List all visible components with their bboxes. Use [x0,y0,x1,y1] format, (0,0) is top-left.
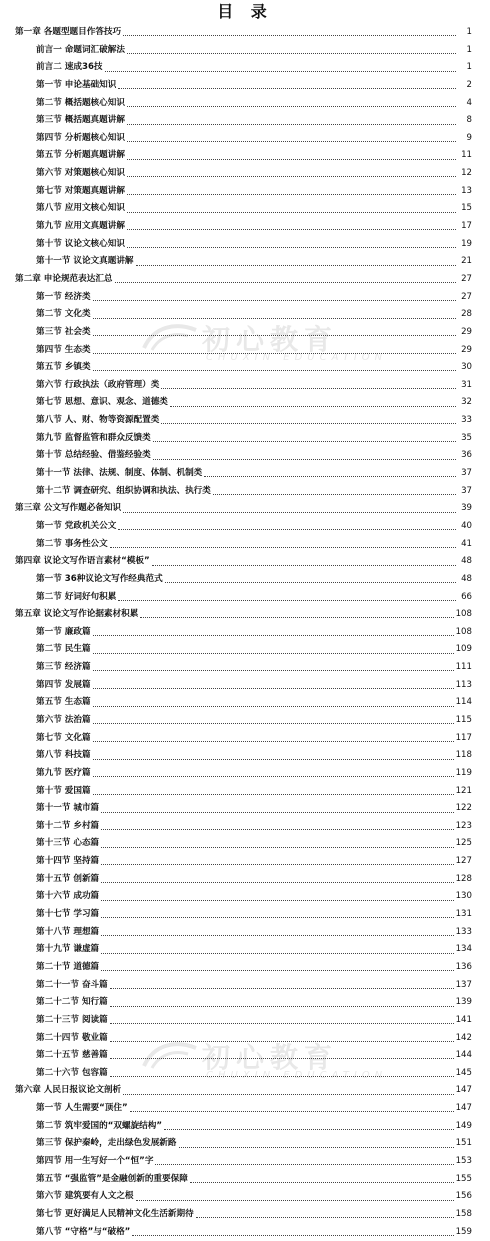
toc-section-entry[interactable] [0,835,490,853]
toc-section-entry[interactable] [0,959,490,977]
toc-entry-label: 第七节 文化篇 [36,732,91,743]
toc-chapter-entry[interactable] [0,500,490,518]
toc-entry-label: 第二十三节 阅读篇 [36,1014,108,1025]
toc-entry-label: 第一节 党政机关公文 [36,520,117,531]
toc-section-entry[interactable] [0,800,490,818]
toc-entry-page: 125 [455,838,472,849]
toc-section-entry[interactable] [0,677,490,695]
toc-entry-label: 第九节 医疗篇 [36,767,91,778]
dot-leader [204,476,456,477]
toc-section-entry[interactable] [0,1047,490,1065]
toc-entry-label: 第二节 民生篇 [36,644,91,655]
toc-entry-page: 142 [455,1032,472,1043]
toc-entry-page: 29 [461,326,472,337]
dot-leader [101,953,453,954]
toc-entry-label: 第五节 乡镇类 [36,362,91,373]
toc-entry-page: 37 [461,485,472,496]
toc-section-entry[interactable] [0,712,490,730]
toc-entry-label: 第九节 应用文真题讲解 [36,221,125,232]
dot-leader [123,35,456,36]
toc-section-entry[interactable] [0,1171,490,1189]
toc-entry-page: 149 [455,1120,472,1131]
toc-entry-page: 111 [455,662,472,673]
toc-section-entry[interactable] [0,147,490,165]
toc-entry-page: 121 [455,785,472,796]
dot-leader [170,406,456,407]
toc-entry-label: 第四节 发展篇 [36,679,91,690]
toc-entry-label: 第二十一节 奋斗篇 [36,979,108,990]
toc-entry-page: 151 [455,1138,472,1149]
toc-section-entry[interactable] [0,59,490,77]
dot-leader [105,71,456,72]
toc-entry-page: 36 [461,450,472,461]
dot-leader [161,423,456,424]
toc-entry-label: 第七节 对策题真题讲解 [36,185,125,196]
toc-section-entry[interactable] [0,412,490,430]
dot-leader [127,176,456,177]
toc-entry-page: 29 [461,344,472,355]
toc-entry-page: 133 [455,926,472,937]
toc-entry-page: 128 [455,873,472,884]
dot-leader [127,141,456,142]
dot-leader [130,1111,454,1112]
dot-leader [101,900,453,901]
dot-leader [123,1094,453,1095]
toc-section-entry[interactable] [0,694,490,712]
dot-leader [132,1235,453,1236]
toc-entry-label: 第二节 事务性公文 [36,538,108,549]
toc-entry-label: 第十一节 议论文真题讲解 [36,256,134,267]
toc-section-entry[interactable] [0,430,490,448]
dot-leader [110,1041,454,1042]
toc-entry-page: 40 [461,520,472,531]
watermark-cn: 初心教育 [202,1041,339,1074]
toc-entry-page: 118 [455,750,472,761]
dot-leader [127,159,456,160]
toc-section-entry[interactable] [0,200,490,218]
dot-leader [101,882,453,883]
toc-section-entry[interactable] [0,236,490,254]
toc-entry-page: 115 [455,714,472,725]
dot-leader [101,847,453,848]
dot-leader [101,917,453,918]
toc-section-entry[interactable] [0,342,490,360]
toc-section-entry[interactable] [0,783,490,801]
dot-leader [115,282,456,283]
dot-leader [118,88,456,89]
toc-entry-page: 11 [461,150,472,161]
toc-entry-page: 19 [461,238,472,249]
toc-section-entry[interactable] [0,624,490,642]
toc-entry-page: 39 [461,503,472,514]
toc-entry-label: 第十六节 成功篇 [36,891,100,902]
toc-section-entry[interactable] [0,483,490,501]
toc-entry-label: 第四章 议论文写作语言素材“模板” [15,556,150,567]
dot-leader [127,106,456,107]
dot-leader [93,300,456,301]
dot-leader [127,194,456,195]
toc-section-entry[interactable] [0,941,490,959]
toc-entry-page: 9 [466,132,472,143]
toc-entry-page: 12 [461,168,472,179]
toc-section-entry[interactable] [0,641,490,659]
toc-entry-page: 117 [455,732,472,743]
toc-entry-label: 第六节 建筑要有人文之根 [36,1191,134,1202]
toc-section-entry[interactable] [0,924,490,942]
toc-entry-page: 32 [461,397,472,408]
toc-entry-page: 131 [455,909,472,920]
toc-section-entry[interactable] [0,977,490,995]
toc-entry-page: 141 [455,1014,472,1025]
watermark-en: CHUXIN EDUCATION [206,1070,388,1081]
dot-leader [127,124,456,125]
toc-entry-page: 139 [455,997,472,1008]
toc-entry-page: 27 [461,273,472,284]
toc-entry-page: 13 [461,185,472,196]
toc-entry-label: 第三章 公文写作题必备知识 [15,503,122,514]
dot-leader [118,600,456,601]
toc-section-entry[interactable] [0,130,490,148]
toc-entry-page: 130 [455,891,472,902]
toc-section-entry[interactable] [0,659,490,677]
toc-entry-label: 前言二 速成36技 [36,62,103,73]
toc-chapter-entry[interactable] [0,1082,490,1100]
toc-entry-label: 第三节 经济篇 [36,662,91,673]
toc-entry-label: 第三节 概括题真题讲解 [36,115,125,126]
toc-entry-page: 66 [461,591,472,602]
dot-leader [93,318,456,319]
dot-leader [101,829,453,830]
dot-leader [93,370,456,371]
dot-leader [136,1200,454,1201]
dot-leader [93,670,454,671]
toc-entry-label: 第二节 好词好句积累 [36,591,117,602]
toc-entry-label: 第十节 爱国篇 [36,785,91,796]
toc-chapter-entry[interactable] [0,24,490,42]
toc-section-entry[interactable] [0,95,490,113]
toc-section-entry[interactable] [0,218,490,236]
toc-entry-page: 127 [455,856,472,867]
dot-leader [110,547,456,548]
toc-section-entry[interactable] [0,253,490,271]
toc-entry-page: 113 [455,679,472,690]
toc-entry-label: 第一节 经济类 [36,291,91,302]
toc-entry-page: 2 [466,79,472,90]
toc-section-entry[interactable] [0,1012,490,1030]
toc-section-entry[interactable] [0,818,490,836]
dot-leader [118,529,456,530]
dot-leader [127,212,456,213]
toc-section-entry[interactable] [0,1065,490,1083]
toc-entry-label: 第二十六节 包容篇 [36,1067,108,1078]
toc-entry-page: 159 [455,1226,472,1237]
dot-leader [93,335,456,336]
toc-entry-page: 137 [455,979,472,990]
dot-leader [101,935,453,936]
toc-entry-label: 第三节 保护秦岭，走出绿色发展新路 [36,1138,177,1149]
toc-entry-page: 35 [461,432,472,443]
toc-entry-page: 114 [455,697,472,708]
dot-leader [155,1164,453,1165]
dot-leader [152,565,456,566]
toc-entry-page: 155 [455,1173,472,1184]
toc-entry-label: 第六节 行政执法（政府管理）类 [36,379,160,390]
toc-section-entry[interactable] [0,42,490,60]
dot-leader [190,1182,454,1183]
toc-section-entry[interactable] [0,377,490,395]
toc-entry-label: 第六节 法治篇 [36,714,91,725]
toc-entry-label: 第十一节 城市篇 [36,803,100,814]
dot-leader [110,988,454,989]
dot-leader [101,970,453,971]
toc-entry-label: 第五节 “强监管”是金融创新的重要保障 [36,1173,188,1184]
dot-leader [127,229,456,230]
page-title: 目 录 [217,2,273,21]
toc-entry-page: 136 [455,961,472,972]
toc-entry-page: 21 [461,256,472,267]
toc-section-entry[interactable] [0,289,490,307]
toc-entry-label: 第八节 人、财、物等资源配置类 [36,415,160,426]
toc-section-entry[interactable] [0,165,490,183]
toc-entry-page: 1 [466,44,472,55]
toc-section-entry[interactable] [0,1030,490,1048]
toc-entry-label: 第一节 人生需要“顶住” [36,1103,128,1114]
dot-leader [93,688,454,689]
toc-entry-page: 156 [455,1191,472,1202]
toc-entry-label: 第八节 科技篇 [36,750,91,761]
toc-entry-label: 第十节 议论文核心知识 [36,238,125,249]
toc-entry-page: 31 [461,379,472,390]
toc-entry-label: 第二十二节 知行篇 [36,997,108,1008]
toc-section-entry[interactable] [0,888,490,906]
toc-entry-label: 第十四节 坚持篇 [36,856,100,867]
dot-leader [136,265,456,266]
dot-leader [93,353,456,354]
dot-leader [123,512,456,513]
toc-entry-page: 122 [455,803,472,814]
dot-leader [179,1147,454,1148]
dot-leader [161,388,456,389]
toc-entry-page: 37 [461,468,472,479]
dot-leader [110,1023,454,1024]
dot-leader [110,1058,454,1059]
toc-entry-label: 第十二节 乡村篇 [36,820,100,831]
toc-section-entry[interactable] [0,359,490,377]
toc-entry-page: 1 [466,62,472,73]
toc-section-entry[interactable] [0,1118,490,1136]
toc-entry-label: 第二十五节 慈善篇 [36,1050,108,1061]
toc-entry-page: 147 [455,1103,472,1114]
toc-chapter-entry[interactable] [0,553,490,571]
toc-entry-page: 158 [455,1208,472,1219]
toc-section-entry[interactable] [0,306,490,324]
toc-entry-label: 第十一节 法律、法规、制度、体制、机制类 [36,468,203,479]
toc-chapter-entry[interactable] [0,606,490,624]
watermark-en: CHUXIN EDUCATION [206,352,388,363]
dot-leader [153,441,456,442]
toc-entry-page: 30 [461,362,472,373]
toc-entry-page: 4 [466,97,472,108]
toc-entry-label: 第二章 申论规范表达汇总 [15,273,113,284]
toc-section-entry[interactable] [0,906,490,924]
dot-leader [110,1076,454,1077]
dot-leader [93,635,454,636]
dot-leader [93,759,454,760]
toc-section-entry[interactable] [0,571,490,589]
toc-entry-label: 第一节 36种议论文写作经典范式 [36,573,163,584]
toc-entry-label: 第十二节 调查研究、组织协调和执法、执行类 [36,485,211,496]
dot-leader [165,582,456,583]
toc-entry-page: 119 [455,767,472,778]
toc-entry-label: 第四节 生态类 [36,344,91,355]
dot-leader [164,1129,454,1130]
toc-entry-label: 第二节 概括题核心知识 [36,97,125,108]
dot-leader [101,812,453,813]
toc-entry-page: 1 [466,27,472,37]
dot-leader [127,53,456,54]
toc-entry-label: 第三节 社会类 [36,326,91,337]
toc-entry-label: 第八节 应用文核心知识 [36,203,125,214]
toc-entry-label: 第一章 各题型题目作答技巧 [15,27,122,37]
toc-entry-page: 33 [461,415,472,426]
toc-entry-page: 145 [455,1067,472,1078]
toc-entry-page: 17 [461,221,472,232]
toc-entry-page: 144 [455,1050,472,1061]
toc-entry-page: 108 [455,626,472,637]
dot-leader [93,653,454,654]
toc-entry-label: 第五节 分析题真题讲解 [36,150,125,161]
toc-entry-page: 15 [461,203,472,214]
toc-entry-label: 第四节 分析题核心知识 [36,132,125,143]
toc-entry-label: 第六节 对策题核心知识 [36,168,125,179]
toc-section-entry[interactable] [0,183,490,201]
toc-section-entry[interactable] [0,518,490,536]
toc-section-entry[interactable] [0,765,490,783]
toc-entry-page: 134 [455,944,472,955]
toc-section-entry[interactable] [0,853,490,871]
toc-entry-label: 第七节 更好满足人民精神文化生活新期待 [36,1208,194,1219]
toc-entry-label: 第七节 思想、意识、观念、道德类 [36,397,168,408]
toc-entry-label: 第二十节 道德篇 [36,961,100,972]
toc-section-entry[interactable] [0,536,490,554]
toc-section-entry[interactable] [0,1224,490,1241]
dot-leader [127,247,456,248]
toc-section-entry[interactable] [0,747,490,765]
dot-leader [93,723,454,724]
toc-section-entry[interactable] [0,112,490,130]
toc-entry-page: 27 [461,291,472,302]
toc-entry-label: 第五章 议论文写作论据素材积累 [15,609,139,620]
toc-entry-label: 第二节 筑牢爱国的“双螺旋结构” [36,1120,163,1131]
dot-leader [153,459,456,460]
toc-entry-page: 8 [466,115,472,126]
toc-section-entry[interactable] [0,77,490,95]
toc-entry-label: 第六章 人民日报议论文剖析 [15,1085,122,1096]
toc-entry-page: 28 [461,309,472,320]
dot-leader [93,794,454,795]
dot-leader [101,864,453,865]
toc-entry-label: 第九节 监督监管和群众反馈类 [36,432,151,443]
toc-section-entry[interactable] [0,1188,490,1206]
toc-section-entry[interactable] [0,589,490,607]
toc-section-entry[interactable] [0,465,490,483]
toc-entry-page: 109 [455,644,472,655]
toc-section-entry[interactable] [0,324,490,342]
toc-section-entry[interactable] [0,730,490,748]
toc-section-entry[interactable] [0,1135,490,1153]
toc-entry-label: 第八节 “守格”与“破格” [36,1226,131,1237]
dot-leader [213,494,456,495]
toc-entry-label: 第十三节 心态篇 [36,838,100,849]
toc-entry-label: 第二节 文化类 [36,309,91,320]
toc-section-entry[interactable] [0,871,490,889]
toc-section-entry[interactable] [0,994,490,1012]
toc-entry-label: 第十节 总结经验、借鉴经验类 [36,450,151,461]
toc-entry-page: 108 [455,609,472,620]
toc-entry-page: 153 [455,1156,472,1166]
toc-section-entry[interactable] [0,1100,490,1118]
toc-section-entry[interactable] [0,1153,490,1171]
toc-entry-label: 第一节 廉政篇 [36,626,91,637]
toc-entry-label: 第十八节 理想篇 [36,926,100,937]
dot-leader [93,741,454,742]
dot-leader [196,1217,454,1218]
toc-entry-page: 48 [461,556,472,567]
toc-section-entry[interactable] [0,1206,490,1224]
dot-leader [93,706,454,707]
toc-section-entry[interactable] [0,447,490,465]
toc-entry-label: 第二十四节 敬业篇 [36,1032,108,1043]
toc-entry-label: 前言一 命题词汇破解法 [36,44,125,55]
toc-entry-page: 41 [461,538,472,549]
dot-leader [93,776,454,777]
toc-entry-page: 147 [455,1085,472,1096]
watermark-cn: 初心教育 [202,323,339,356]
toc-entry-label: 第十七节 学习篇 [36,909,100,920]
toc-entry-page: 123 [455,820,472,831]
toc-entry-page: 48 [461,573,472,584]
toc-entry-label: 第四节 用一生写好一个“恒”字 [36,1156,154,1166]
toc-entry-label: 第一节 申论基础知识 [36,79,117,90]
dot-leader [140,617,453,618]
toc-section-entry[interactable] [0,394,490,412]
toc-entry-label: 第十五节 创新篇 [36,873,100,884]
toc-chapter-entry[interactable] [0,271,490,289]
toc-entry-label: 第五节 生态篇 [36,697,91,708]
dot-leader [110,1006,454,1007]
toc-entry-label: 第十九节 谦虚篇 [36,944,100,955]
table-of-contents [0,24,490,1241]
